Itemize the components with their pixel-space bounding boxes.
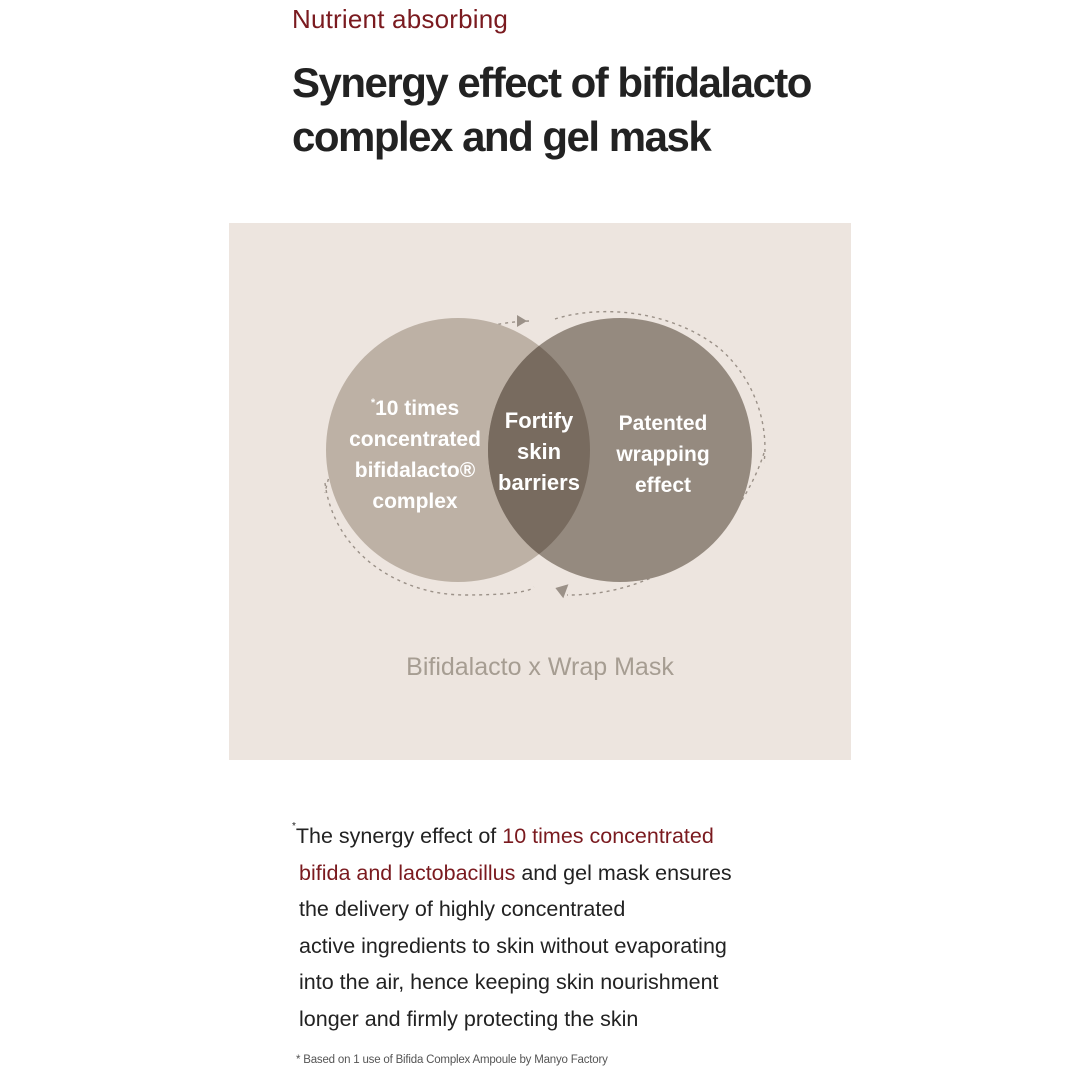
arrow-head-top-icon: [517, 315, 527, 327]
description-paragraph: *The synergy effect of 10 times concentrated bifida and lactobacillus and gel mask ensures the delivery of highly concentrated active ingredients to skin without evaporating into the air, hence keeping skin nourishment longer and firmly protecting the skin: [292, 821, 732, 1031]
diagram-caption: Bifidalacto x Wrap Mask: [406, 653, 674, 681]
arrow-head-bottom-icon: [553, 580, 568, 598]
venn-diagram-panel: [229, 223, 851, 760]
eyebrow-label: Nutrient absorbing: [292, 4, 509, 34]
left-circle-label: *10 times concentrated bifidalacto® complex: [349, 397, 481, 513]
footnote: * Based on 1 use of Bifida Complex Ampoule by Manyo Factory: [296, 1054, 608, 1066]
title-line-2: complex and gel mask: [292, 113, 711, 160]
right-circle-label: Patented wrapping effect: [616, 412, 710, 497]
highlight-text: bifida and lactobacillus: [299, 860, 516, 885]
highlight-text: 10 times concentrated: [502, 824, 714, 848]
asterisk-mark: *: [370, 397, 376, 409]
asterisk-mark: *: [292, 821, 296, 832]
page-title: [292, 56, 892, 164]
title-line-1: Synergy effect of bifidalacto: [292, 59, 811, 106]
center-overlap-label: Fortify skin barriers: [498, 408, 580, 495]
